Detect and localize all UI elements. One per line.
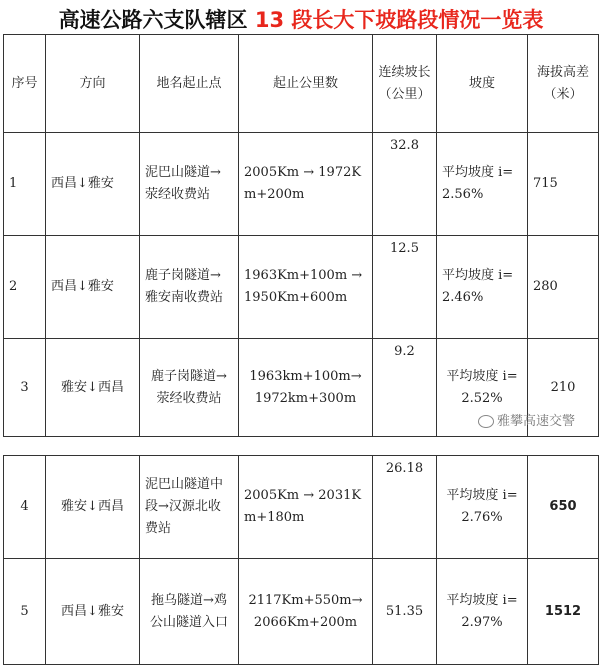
row-index: 1 <box>4 133 46 236</box>
row-direction: 西昌↓雅安 <box>46 133 140 236</box>
header-slope: 坡度 <box>437 35 528 133</box>
slope-table-bottom <box>3 455 599 665</box>
row-slope: 平均坡度 i=2.97% <box>437 559 528 665</box>
table-row <box>4 236 599 339</box>
row-mileage: 1963km+100m→ 1972km+300m <box>239 339 373 437</box>
row-index: 4 <box>4 456 46 559</box>
row-mileage: 2005Km → 1972Km+200m <box>239 133 373 236</box>
row-mileage: 2117Km+550m→ 2066Km+200m <box>239 559 373 665</box>
row-location: 泥巴山隧道中段→汉源北收费站 <box>140 456 239 559</box>
header-elevation: 海拔高差（米） <box>528 35 599 133</box>
row-length: 26.18 <box>373 456 437 559</box>
header-length: 连续坡长（公里） <box>373 35 437 133</box>
table-row <box>4 559 599 665</box>
header-index: 序号 <box>4 35 46 133</box>
row-slope: 平均坡度 i=2.46% <box>437 236 528 339</box>
row-direction: 西昌↓雅安 <box>46 236 140 339</box>
row-elevation: 715 <box>528 133 599 236</box>
slope-table-top <box>3 34 599 437</box>
row-elevation: 210 <box>528 339 599 437</box>
row-slope: 平均坡度 i=2.52% <box>437 339 528 437</box>
row-length: 9.2 <box>373 339 437 437</box>
row-direction: 西昌↓雅安 <box>46 559 140 665</box>
row-length: 32.8 <box>373 133 437 236</box>
row-elevation: 1512 <box>528 559 599 665</box>
row-location: 拖乌隧道→鸡公山隧道入口 <box>140 559 239 665</box>
row-index: 2 <box>4 236 46 339</box>
row-index: 5 <box>4 559 46 665</box>
table-row <box>4 456 599 559</box>
row-elevation: 280 <box>528 236 599 339</box>
header-location: 地名起止点 <box>140 35 239 133</box>
table-row <box>4 133 599 236</box>
table-header-row <box>4 35 599 133</box>
row-length: 12.5 <box>373 236 437 339</box>
row-mileage: 1963Km+100m → 1950Km+600m <box>239 236 373 339</box>
watermark <box>478 410 575 429</box>
header-mileage: 起止公里数 <box>239 35 373 133</box>
wechat-icon <box>478 415 494 428</box>
row-location: 鹿子岗隧道→雅安南收费站 <box>140 236 239 339</box>
row-direction: 雅安↓西昌 <box>46 456 140 559</box>
row-location: 泥巴山隧道→荥经收费站 <box>140 133 239 236</box>
row-slope: 平均坡度 i=2.76% <box>437 456 528 559</box>
row-index: 3 <box>4 339 46 437</box>
header-direction: 方向 <box>46 35 140 133</box>
title-prefix: 高速公路六支队辖区 <box>58 8 248 32</box>
row-mileage: 2005Km → 2031Km+180m <box>239 456 373 559</box>
row-length: 51.35 <box>373 559 437 665</box>
row-elevation: 650 <box>528 456 599 559</box>
row-location: 鹿子岗隧道→荥经收费站 <box>140 339 239 437</box>
watermark-text: 雅攀高速交警 <box>497 414 576 429</box>
title-highlight: 13 段长大下坡路段情况一览表 <box>254 8 544 32</box>
row-direction: 雅安↓西昌 <box>46 339 140 437</box>
row-slope: 平均坡度 i=2.56% <box>437 133 528 236</box>
page-title <box>0 4 602 34</box>
